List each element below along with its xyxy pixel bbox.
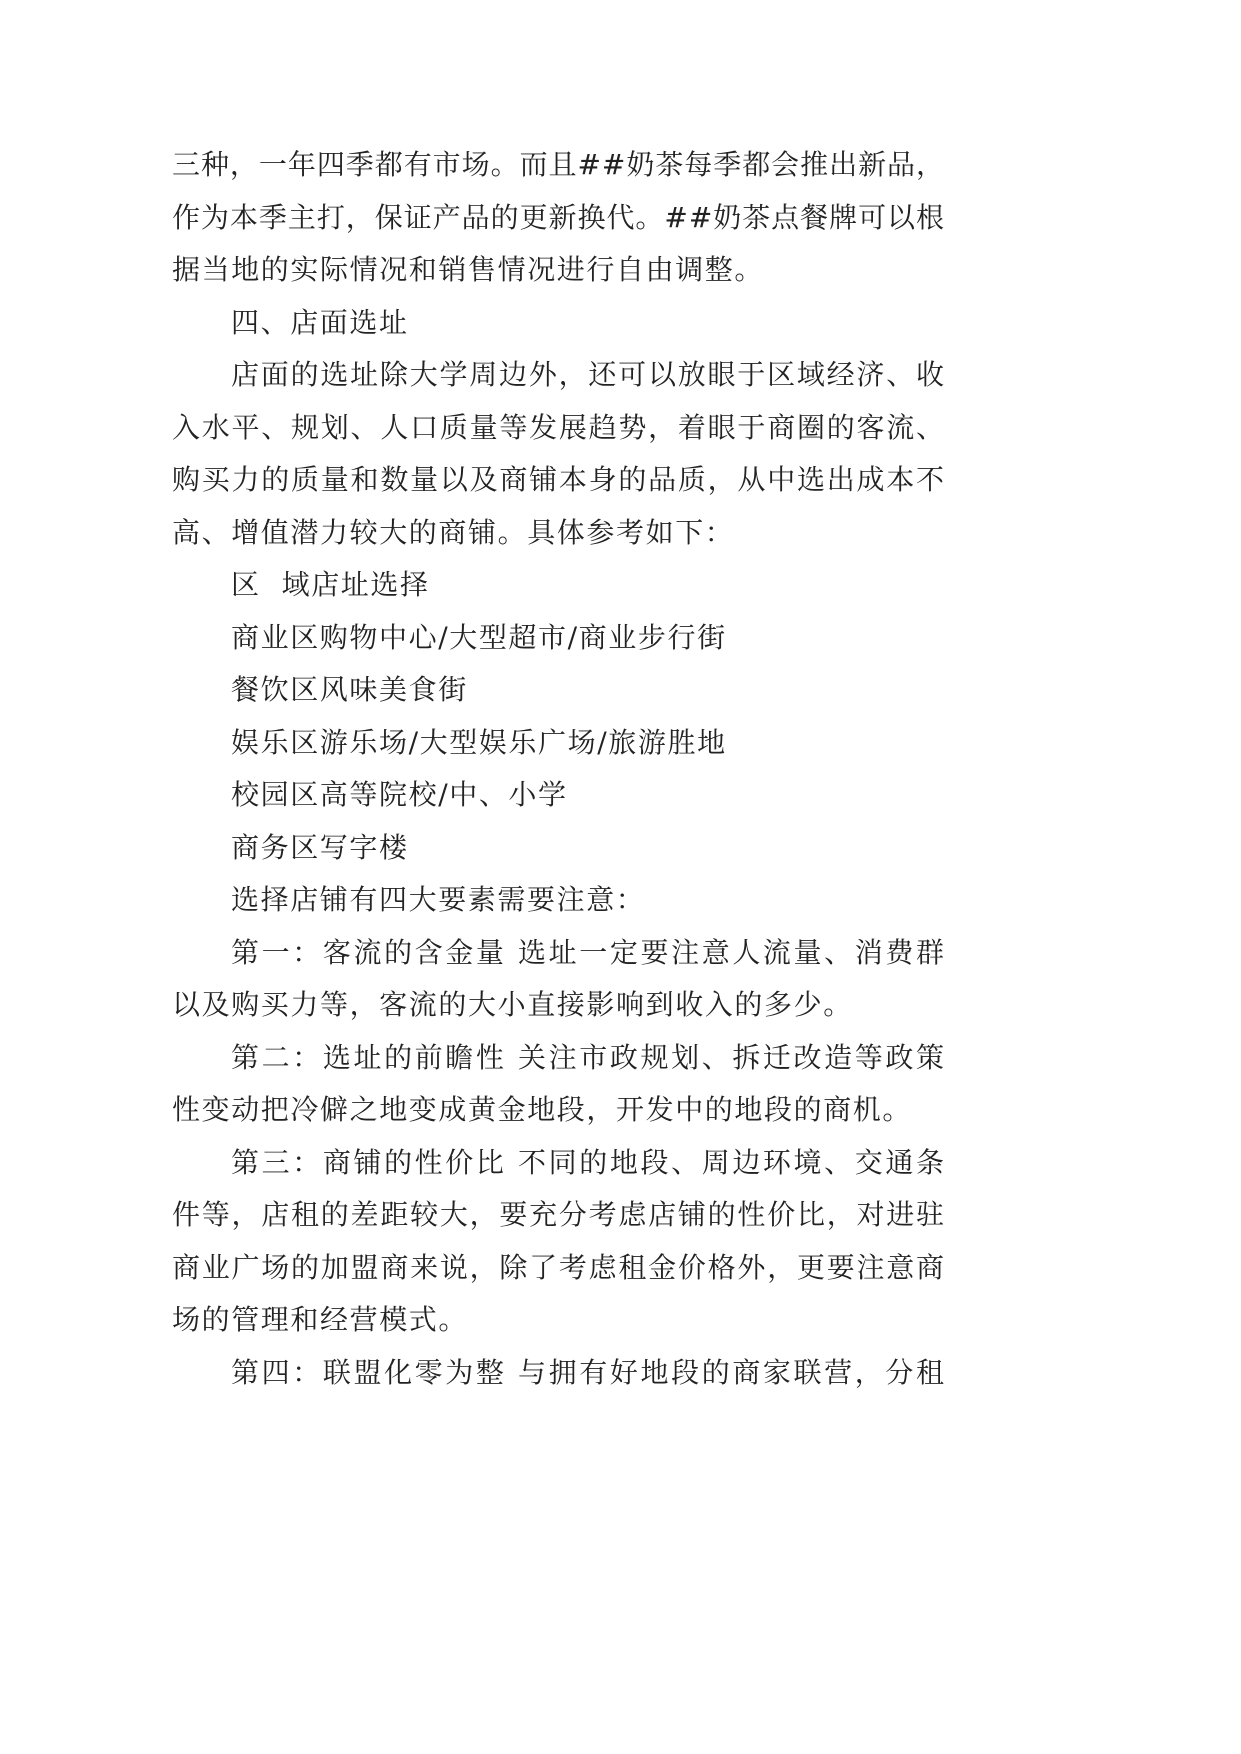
text-line: 据当地的实际情况和销售情况进行自由调整。 (172, 253, 765, 286)
text-line: 性变动把冷僻之地变成黄金地段，开发中的地段的商机。 (172, 1093, 913, 1126)
text-line: 第三：商铺的性价比 不同的地段、周边环境、交通条 (231, 1145, 947, 1179)
paragraph-site-selection (172, 349, 944, 559)
paragraph-key-factors-intro (172, 874, 944, 927)
text-line: 高、增值潜力较大的商铺。具体参考如下： (172, 515, 735, 549)
location-type-text: 商业区购物中心/大型超市/商业步行街 (231, 620, 727, 654)
location-type-item (172, 769, 944, 822)
text-line: 入水平、规划、人口质量等发展趋势，着眼于商圈的客流、 (172, 410, 946, 444)
paragraph-factor-four (172, 1347, 947, 1400)
location-type-text: 娱乐区游乐场/大型娱乐广场/旅游胜地 (231, 725, 727, 759)
location-type-item (172, 717, 944, 770)
location-list-header-text: 区 域店址选择 (231, 568, 430, 601)
paragraph-factor-three (172, 1137, 947, 1347)
text-line: 第一：客流的含金量 选址一定要注意人流量、消费群 (231, 935, 947, 969)
text-line: 第二：选址的前瞻性 关注市政规划、拆迁改造等政策 (231, 1040, 947, 1074)
section-heading-text: 四、店面选址 (231, 305, 409, 339)
text-line: 选择店铺有四大要素需要注意： (231, 883, 646, 916)
location-type-text: 商务区写字楼 (231, 830, 409, 864)
location-type-text: 餐饮区风味美食街 (231, 673, 468, 706)
location-type-item (172, 612, 944, 665)
location-type-item (172, 822, 944, 875)
text-line: 三种，一年四季都有市场。而且##奶茶每季都会推出新品， (172, 148, 945, 181)
text-line: 件等，店租的差距较大，要充分考虑店铺的性价比，对进驻 (172, 1198, 946, 1231)
text-line: 购买力的质量和数量以及商铺本身的品质，从中选出成本不 (172, 463, 946, 496)
body-text (172, 139, 947, 1399)
text-line: 作为本季主打，保证产品的更新换代。##奶茶点餐牌可以根 (172, 200, 945, 234)
location-type-text: 校园区高等院校/中、小学 (231, 778, 568, 811)
text-line: 场的管理和经营模式。 (172, 1303, 469, 1336)
text-line: 以及购买力等，客流的大小直接影响到收入的多少。 (172, 988, 853, 1021)
section-heading (172, 297, 944, 350)
paragraph-factor-two (172, 1032, 947, 1137)
text-line: 第四：联盟化零为整 与拥有好地段的商家联营，分租 (231, 1355, 947, 1389)
paragraph-factor-one (172, 927, 947, 1032)
location-type-item (172, 664, 944, 717)
location-list-header (172, 559, 944, 612)
text-line: 商业广场的加盟商来说，除了考虑租金价格外，更要注意商 (172, 1250, 946, 1284)
paragraph-product-menu (172, 139, 944, 297)
text-line: 店面的选址除大学周边外，还可以放眼于区域经济、收 (231, 358, 946, 391)
